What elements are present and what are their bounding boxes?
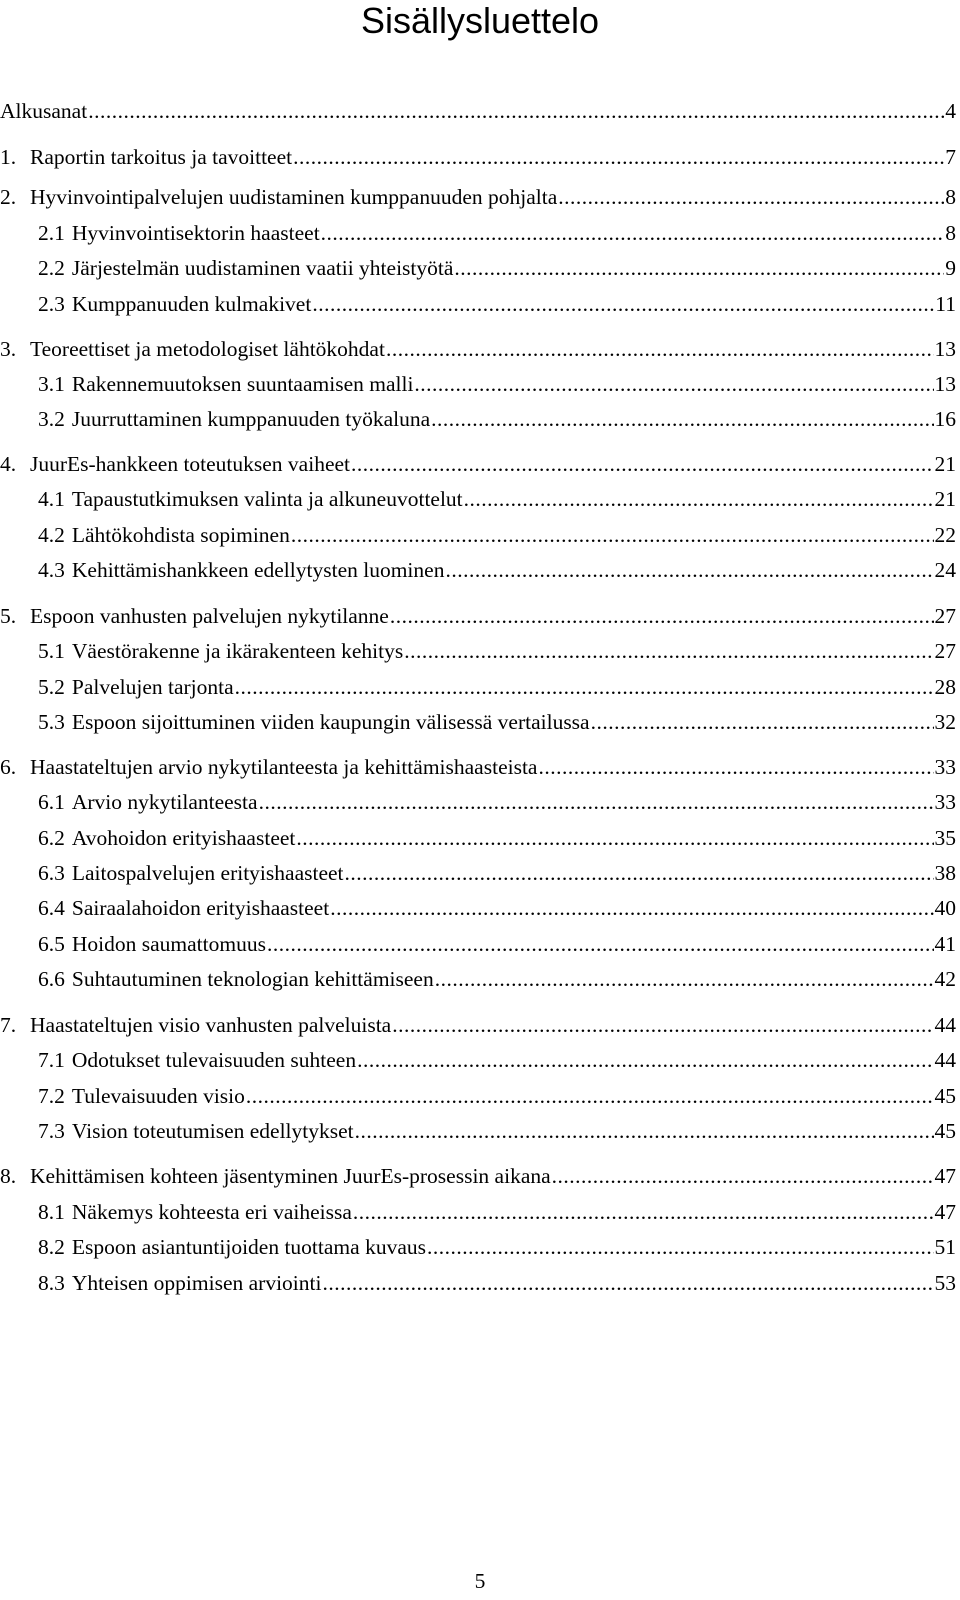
toc-entry-number: 2.2: [38, 256, 65, 280]
toc-entry-page: 24: [934, 558, 956, 582]
toc-entry[interactable]: [0, 1045, 956, 1075]
toc-entry[interactable]: [0, 858, 956, 888]
toc-entry-page: 13: [934, 372, 956, 396]
toc-entry-number: 6.2: [38, 826, 65, 850]
toc-entry-label: Haastateltujen visio vanhusten palveluista: [30, 1013, 392, 1037]
toc-entry-page: 51: [934, 1235, 956, 1259]
toc-entry-page: 27: [934, 604, 956, 628]
toc-entry-page: 16: [934, 407, 956, 431]
toc-entry-label: Kehittämisen kohteen jäsentyminen JuurEs-prosessin aikana: [30, 1164, 551, 1188]
toc-entry-label: Vision toteutumisen edellytykset: [71, 1119, 354, 1143]
toc-entry-page: 7: [945, 145, 956, 169]
toc-entry-label: Hoidon saumattomuus: [71, 932, 266, 956]
toc-entry[interactable]: [0, 334, 956, 364]
toc-entry-number: 5.1: [38, 639, 65, 663]
dot-leader: [345, 858, 934, 888]
dot-leader: [538, 752, 933, 782]
dot-leader: [392, 1010, 933, 1040]
toc-entry-number: 8.1: [38, 1200, 65, 1224]
dot-leader: [357, 1045, 933, 1075]
toc-entry-label: Väestörakenne ja ikärakenteen kehitys: [71, 639, 404, 663]
toc-entry-label: JuurEs-hankkeen toteutuksen vaiheet: [30, 452, 351, 476]
dot-leader: [322, 1268, 933, 1298]
toc-entry-number: 8.: [0, 1164, 17, 1188]
toc-entry[interactable]: [0, 182, 956, 212]
dot-leader: [464, 484, 934, 514]
toc-entry[interactable]: [0, 1232, 956, 1262]
dot-leader: [291, 520, 934, 550]
page-number: 5: [474, 1569, 486, 1593]
toc-entry-number: 6.3: [38, 861, 65, 885]
dot-leader: [552, 1161, 934, 1191]
dot-leader: [435, 964, 934, 994]
toc-entry[interactable]: [0, 1116, 956, 1146]
toc-entry-number: 6.4: [38, 896, 65, 920]
dot-leader: [312, 289, 934, 319]
toc-entry[interactable]: [0, 636, 956, 666]
toc-entry-label: Hyvinvointipalvelujen uudistaminen kumppanuuden pohjalta: [30, 185, 558, 209]
toc-entry[interactable]: [0, 893, 956, 923]
toc-entry-label: Raportin tarkoitus ja tavoitteet: [30, 145, 293, 169]
toc-entry-label: Haastateltujen arvio nykytilanteesta ja kehittämishaasteista: [30, 755, 538, 779]
toc-entry-page: 40: [934, 896, 956, 920]
toc-entry-page: 44: [934, 1013, 956, 1037]
toc-entry-label: Palvelujen tarjonta: [71, 675, 234, 699]
toc-entry-page: 38: [934, 861, 956, 885]
toc-entry-label: Yhteisen oppimisen arviointi: [71, 1271, 322, 1295]
toc-entry-number: 5.: [0, 604, 17, 628]
toc-entry[interactable]: [0, 218, 956, 248]
toc-entry[interactable]: [0, 484, 956, 514]
dot-leader: [390, 601, 934, 631]
page-title: Sisällysluettelo: [360, 0, 600, 41]
toc-entry-label: Arvio nykytilanteesta: [71, 790, 258, 814]
toc-entry-label: Tulevaisuuden visio: [71, 1084, 245, 1108]
toc-entry[interactable]: [0, 752, 956, 782]
toc-entry-label: Espoon sijoittuminen viiden kaupungin välisessä vertailussa: [71, 710, 590, 734]
dot-leader: [259, 787, 934, 817]
dot-leader: [558, 182, 944, 212]
toc-entry-page: 21: [934, 452, 956, 476]
toc-entry-number: 6.: [0, 755, 17, 779]
dot-leader: [454, 253, 944, 283]
toc-entry-label: Espoon vanhusten palvelujen nykytilanne: [30, 604, 389, 628]
dot-leader: [353, 1197, 934, 1227]
toc-entry-label: Lähtökohdista sopiminen: [71, 523, 290, 547]
toc-entry[interactable]: [0, 1197, 956, 1227]
toc-entry-page: 47: [934, 1200, 956, 1224]
toc-entry-page: 53: [934, 1271, 956, 1295]
toc-entry-number: 7.2: [38, 1084, 65, 1108]
toc-entry-page: 41: [934, 932, 956, 956]
dot-leader: [355, 1116, 934, 1146]
toc-entry-label: Tapaustutkimuksen valinta ja alkuneuvottelut: [71, 487, 463, 511]
toc-entry-number: 7.3: [38, 1119, 65, 1143]
toc-entry-number: 4.1: [38, 487, 65, 511]
toc-entry-page: 8: [945, 221, 956, 245]
dot-leader: [267, 929, 934, 959]
dot-leader: [88, 96, 944, 126]
toc-entry-label: Hyvinvointisektorin haasteet: [71, 221, 320, 245]
toc-entry-number: 8.2: [38, 1235, 65, 1259]
toc-entry-number: 3.2: [38, 407, 65, 431]
toc-entry-number: 6.1: [38, 790, 65, 814]
toc-entry-number: 7.: [0, 1013, 17, 1037]
toc-entry-number: 8.3: [38, 1271, 65, 1295]
toc-entry[interactable]: [0, 1268, 956, 1298]
toc-entry[interactable]: [0, 672, 956, 702]
toc-entry[interactable]: [0, 964, 956, 994]
toc-entry[interactable]: [0, 555, 956, 585]
toc-entry-number: 4.2: [38, 523, 65, 547]
toc-entry-page: 22: [934, 523, 956, 547]
toc-entry-label: Järjestelmän uudistaminen vaatii yhteistyötä: [71, 256, 454, 280]
toc-entry[interactable]: [0, 707, 956, 737]
toc-entry[interactable]: [0, 787, 956, 817]
dot-leader: [404, 636, 933, 666]
toc-entry-page: 27: [934, 639, 956, 663]
dot-leader: [235, 672, 934, 702]
toc-entry[interactable]: [0, 289, 956, 319]
toc-entry-label: Laitospalvelujen erityishaasteet: [71, 861, 344, 885]
toc-entry-label: Kehittämishankkeen edellytysten luominen: [71, 558, 445, 582]
toc-entry-page: 4: [945, 99, 956, 123]
dot-leader: [427, 1232, 934, 1262]
toc-entry-page: 42: [934, 967, 956, 991]
toc-entry-number: 1.: [0, 145, 17, 169]
toc-entry-label: Näkemys kohteesta eri vaiheissa: [71, 1200, 352, 1224]
dot-leader: [431, 404, 933, 434]
toc-entry-number: 3.: [0, 337, 17, 361]
dot-leader: [445, 555, 933, 585]
toc-entry-page: 45: [934, 1119, 956, 1143]
toc-entry-number: 2.3: [38, 292, 65, 316]
toc-entry-number: 5.3: [38, 710, 65, 734]
toc-entry-number: 6.5: [38, 932, 65, 956]
toc-entry-page: 47: [934, 1164, 956, 1188]
toc-entry-label: Rakennemuutoksen suuntaamisen malli: [71, 372, 414, 396]
toc-entry-page: 21: [934, 487, 956, 511]
toc-entry-label: Alkusanat: [0, 99, 88, 123]
dot-leader: [591, 707, 934, 737]
toc-entry-label: Suhtautuminen teknologian kehittämiseen: [71, 967, 434, 991]
toc-entry-page: 35: [934, 826, 956, 850]
toc-entry-page: 33: [934, 790, 956, 814]
toc-entry-number: 5.2: [38, 675, 65, 699]
toc-entry-number: 2.1: [38, 221, 65, 245]
toc-entry-page: 44: [934, 1048, 956, 1072]
toc-entry-label: Juurruttaminen kumppanuuden työkaluna: [71, 407, 431, 431]
toc-entry[interactable]: [0, 253, 956, 283]
toc-entry-label: Espoon asiantuntijoiden tuottama kuvaus: [71, 1235, 426, 1259]
toc-entry-label: Kumppanuuden kulmakivet: [71, 292, 312, 316]
toc-entry-page: 11: [935, 292, 956, 316]
toc-entry-page: 9: [945, 256, 956, 280]
toc-entry-page: 45: [934, 1084, 956, 1108]
toc-entry-page: 8: [945, 185, 956, 209]
toc-entry[interactable]: [0, 1161, 956, 1191]
dot-leader: [386, 334, 934, 364]
toc-entry[interactable]: [0, 369, 956, 399]
toc-entry-number: 2.: [0, 185, 17, 209]
toc-entry-number: 7.1: [38, 1048, 65, 1072]
toc-entry[interactable]: [0, 96, 956, 126]
toc-entry-label: Sairaalahoidon erityishaasteet: [71, 896, 330, 920]
toc-entry-number: 4.3: [38, 558, 65, 582]
toc-entry[interactable]: [0, 404, 956, 434]
toc-entry[interactable]: [0, 1081, 956, 1111]
toc-entry-page: 28: [934, 675, 956, 699]
toc-entry-number: 3.1: [38, 372, 65, 396]
dot-leader: [414, 369, 933, 399]
toc-entry-number: 6.6: [38, 967, 65, 991]
toc-entry[interactable]: [0, 823, 956, 853]
dot-leader: [321, 218, 945, 248]
dot-leader: [246, 1081, 934, 1111]
toc-entry-page: 13: [934, 337, 956, 361]
toc-entry-label: Avohoidon erityishaasteet: [71, 826, 296, 850]
toc-entry-number: 4.: [0, 452, 17, 476]
toc-entry-label: Teoreettiset ja metodologiset lähtökohdat: [30, 337, 385, 361]
toc-entry-page: 33: [934, 755, 956, 779]
toc-entry[interactable]: [0, 142, 956, 172]
toc-entry[interactable]: [0, 449, 956, 479]
toc-entry-page: 32: [934, 710, 956, 734]
dot-leader: [296, 823, 933, 853]
dot-leader: [351, 449, 933, 479]
toc-entry[interactable]: [0, 601, 956, 631]
toc-entry-label: Odotukset tulevaisuuden suhteen: [71, 1048, 357, 1072]
toc-entry[interactable]: [0, 520, 956, 550]
dot-leader: [330, 893, 933, 923]
toc-entry[interactable]: [0, 929, 956, 959]
toc-entry[interactable]: [0, 1010, 956, 1040]
dot-leader: [293, 142, 944, 172]
